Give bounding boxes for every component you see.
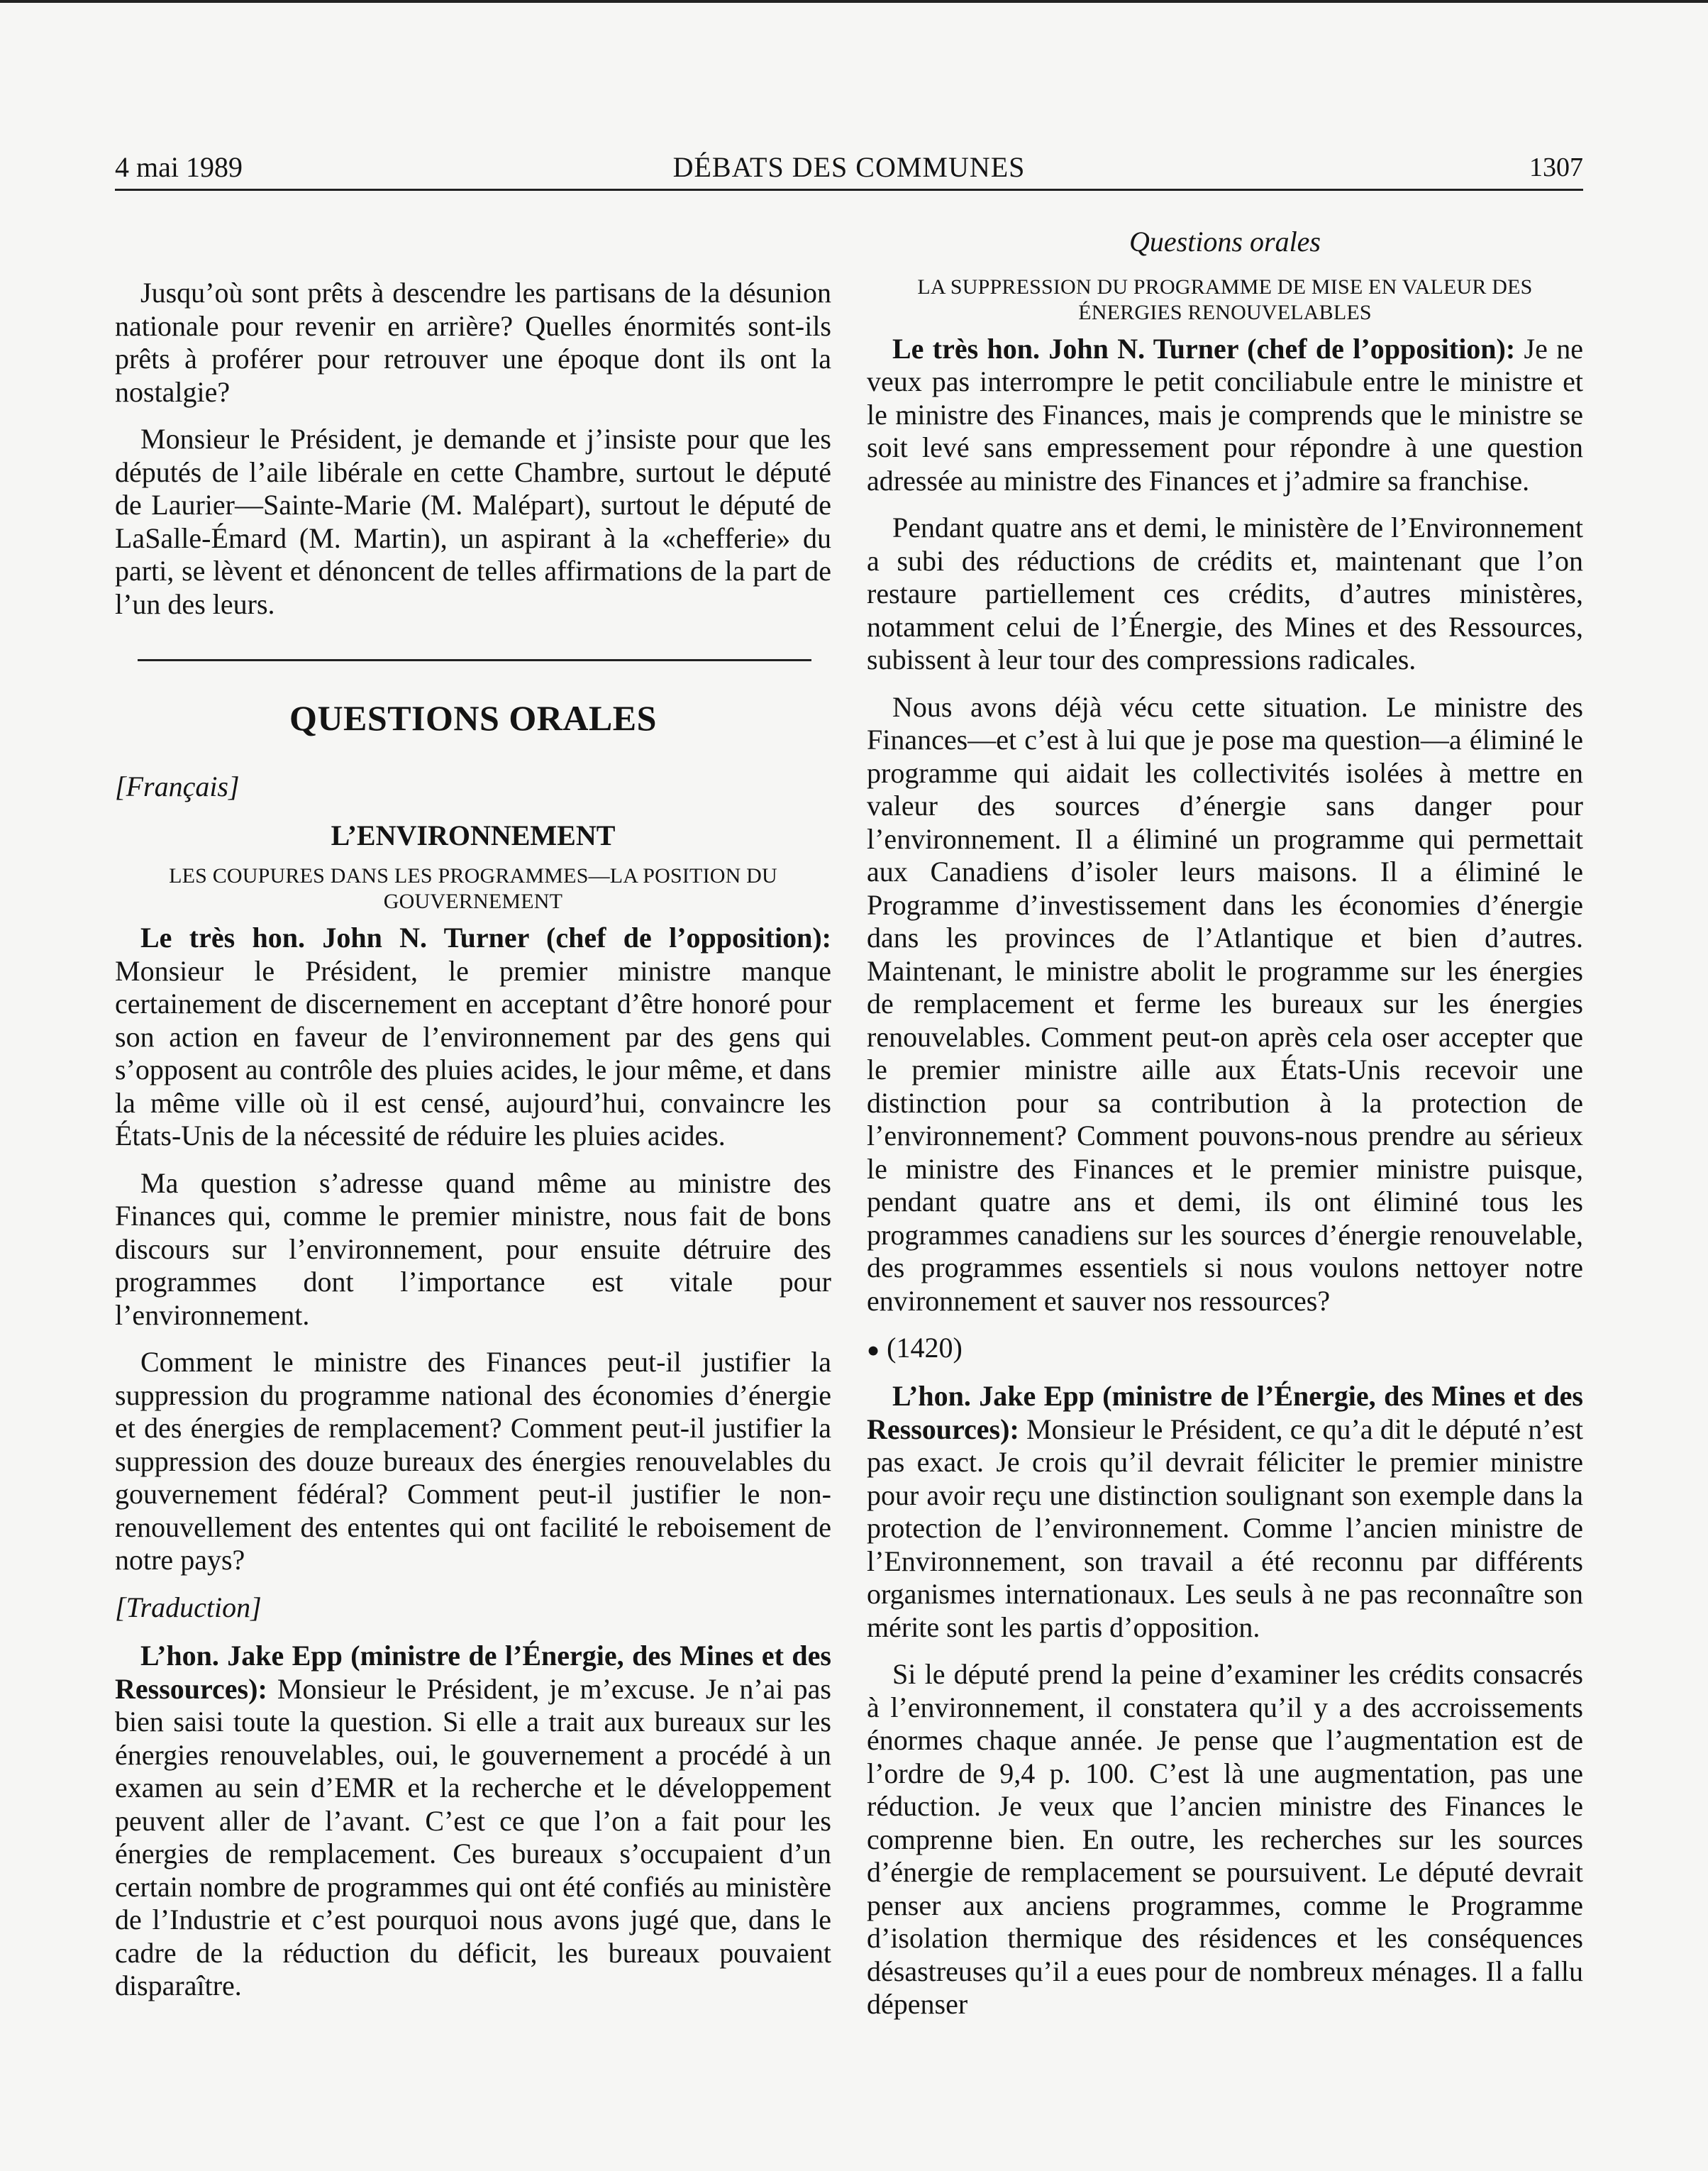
speech-paragraph xyxy=(867,1380,1583,1644)
speech-paragraph xyxy=(115,1640,831,2003)
speech-paragraph xyxy=(867,333,1583,498)
language-marker: [Français] xyxy=(115,770,240,802)
speech-text: Monsieur le Président, je m’excuse. Je n’ai pas bien saisi toute la question. Si elle a trait aux bureaux sur les énergies renouvelables, oui, le gouvernement a procédé à un examen au sein d’EMR et la recherche et le développement peuvent aller de l’avant. C’est ce que l’on a fait pour les énergies de remplacement. Ces bureaux s’occupaient d’un certain nombre de programmes qui ont été confiés au ministère de l’Industrie et c’est pourquoi nous avons jugé que, dans le cadre de la réduction du déficit, les bureaux pouvaient disparaître. xyxy=(115,1672,831,2001)
speaker-name: L’hon. Jake Epp (ministre de l’Énergie, des Mines et des Ressources): xyxy=(115,1640,831,1705)
page-header xyxy=(115,150,1583,186)
time-stamp: (1420) xyxy=(887,1332,963,1364)
speaker-name: Le très hon. John N. Turner (chef de l’opposition): xyxy=(140,922,831,954)
speech-text: Monsieur le Président, ce qu’a dit le député n’est pas exact. Je crois qu’il devrait féliciter le premier ministre pour avoir reçu une distinction soulignant son exemple dans la protection de l’environnement. Comme l’ancien ministre de l’Environnement, son travail a été reconnu par différents organismes internationaux. Les seuls à ne pas reconnaître son mérite sont les partis d’opposition. xyxy=(867,1413,1583,1643)
header-title: DÉBATS DES COMMUNES xyxy=(672,151,1026,183)
bullet-icon: ● xyxy=(867,1338,880,1362)
section-divider xyxy=(138,659,811,661)
left-column xyxy=(115,277,831,2017)
header-date: 4 mai 1989 xyxy=(115,151,243,183)
time-marker xyxy=(867,1332,1583,1367)
header-rule xyxy=(115,189,1583,191)
speaker-name: Le très hon. John N. Turner (chef de l’opposition): xyxy=(892,332,1516,365)
section-title: QUESTIONS ORALES xyxy=(289,698,657,738)
right-column xyxy=(867,226,1583,2035)
speaker-name: L’hon. Jake Epp (ministre de l’Énergie, des Mines et des Ressources): xyxy=(867,1380,1583,1445)
paragraph: Comment le ministre des Finances peut-il justifier la suppression du programme national des économies d’énergie et des énergies de remplacement? Comment peut-il justifier la suppression des douze bureaux des énergies renouvelables du gouvernement fédéral? Comment peut-il justifier le non-renouvellement des ententes qui ont facilité le reboisement de notre pays? xyxy=(115,1346,831,1576)
top-border xyxy=(0,0,1708,3)
page-number: 1307 xyxy=(1529,153,1583,182)
speech-text: Je ne veux pas interrompre le petit conciliabule entre le ministre et le ministre des Finances, mais je comprends que le ministre se soit levé sans empressement pour répondre à une question adressée au ministre des Finances et j’admire sa franchise. xyxy=(867,332,1583,497)
paragraph: Ma question s’adresse quand même au ministre des Finances qui, comme le premier ministre, nous fait de bons discours sur l’environnement, pour ensuite détruire des programmes dont l’importance est vitale pour l’environnement. xyxy=(115,1166,831,1331)
language-marker: [Traduction] xyxy=(115,1591,262,1623)
subtopic-heading: LES COUPURES DANS LES PROGRAMMES—LA POSITION DU GOUVERNEMENT xyxy=(169,864,777,913)
paragraph: Jusqu’où sont prêts à descendre les partisans de la désunion nationale pour revenir en arrière? Quelles énormités sont-ils prêts à proférer pour retrouver une époque dont ils ont la nostalgie? xyxy=(115,277,831,408)
subtopic-heading: LA SUPPRESSION DU PROGRAMME DE MISE EN VALEUR DES ÉNERGIES RENOUVELABLES xyxy=(917,275,1533,324)
topic-heading: L’ENVIRONNEMENT xyxy=(331,819,616,851)
running-head: Questions orales xyxy=(1129,226,1321,258)
speech-text: Monsieur le Président, le premier ministre manque certainement de discernement en acceptant d’être honoré pour son action en faveur de l’environnement par des gens qui s’opposent au contrôle des pluies acides, le jour même, et dans la même ville où il est censé, aujourd’hui, convaincre les États-Unis de la nécessité de réduire les pluies acides. xyxy=(115,954,831,1151)
speech-paragraph xyxy=(115,922,831,1153)
paragraph: Monsieur le Président, je demande et j’insiste pour que les députés de l’aile libérale en cette Chambre, surtout le député de Laurier—Sainte-Marie (M. Malépart), surtout le député de LaSalle-Émard (M. Martin), un aspirant à la «chefferie» du parti, se lèvent et dénoncent de telles affirmations de la part de l’un des leurs. xyxy=(115,423,831,620)
paragraph: Nous avons déjà vécu cette situation. Le ministre des Finances—et c’est à lui que je pose ma question—a éliminé le programme qui aidait les collectivités isolées à mettre en valeur des sources d’énergie sans danger pour l’environnement. Il a éliminé un programme qui permettait aux Canadiens d’isoler leurs maisons. Il a éliminé le Programme d’investissement dans les économies d’énergie dans les provinces de l’Atlantique et bien d’autres. Maintenant, le ministre abolit le programme sur les énergies de remplacement et ferme les bureaux sur les énergies renouvelables. Comment peut-on après cela oser accepter que le premier ministre aille aux États-Unis recevoir une distinction pour sa contribution à la protection de l’environnement? Comment pouvons-nous prendre au sérieux le ministre des Finances et le premier ministre puisque, pendant quatre ans et demi, ils ont éliminé tous les programmes canadiens sur les sources d’énergie renouvelable, des programmes essentiels si nous voulons nettoyer notre environnement et sauver nos ressources? xyxy=(867,690,1583,1317)
paragraph: Si le député prend la peine d’examiner les crédits consacrés à l’environnement, il constatera qu’il y a des accroissements énormes chaque année. Je pense que l’augmentation est de l’ordre de 9,4 p. 100. C’est là une augmentation, pas une réduction. Je veux que l’ancien ministre des Finances le comprenne bien. En outre, les recherches sur les sources d’énergie de remplacement se poursuivent. Le député devrait penser aux anciens programmes, comme le Programme d’isolation thermique des résidences et les conséquences désastreuses qu’il a eues pour de nombreux ménages. Il a fallu dépenser xyxy=(867,1658,1583,2021)
paragraph: Pendant quatre ans et demi, le ministère de l’Environnement a subi des réductions de crédits et, maintenant que l’on restaure partiellement ces crédits, d’autres ministères, notamment celui de l’Énergie, des Mines et des Ressources, subissent à leur tour des compressions radicales. xyxy=(867,512,1583,675)
